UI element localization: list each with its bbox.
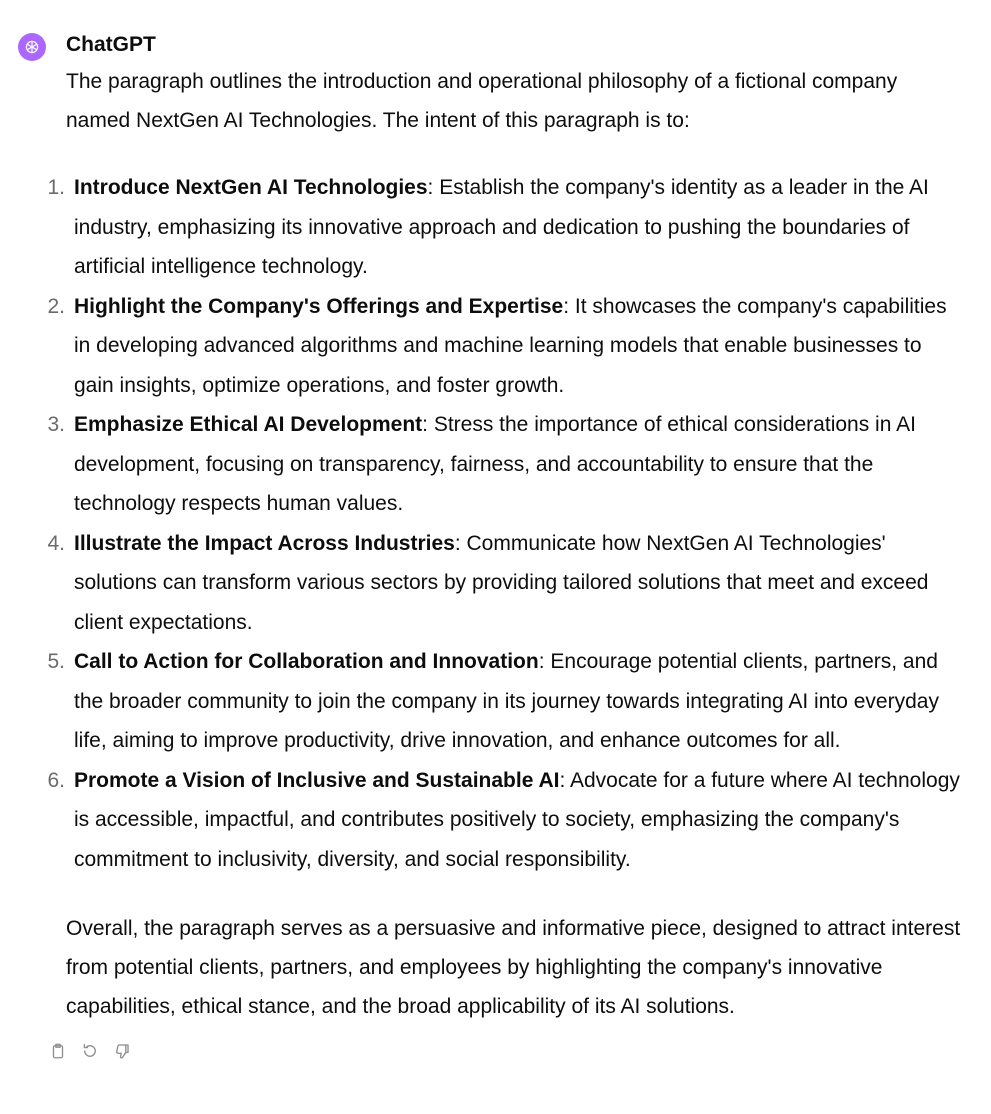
- author-name: ChatGPT: [66, 33, 156, 56]
- list-item: [47, 524, 966, 643]
- list-item-text: : Advocate for a future where AI technology is accessible, impactful, and contributes positively to society, emphasizing the company's commitment to inclusivity, diversity, and social responsibility.: [74, 768, 960, 871]
- summary-paragraph: Overall, the paragraph serves as a persuasive and informative piece, designed to attract interest from potential clients, partners, and employees by highlighting the company's innovative capabilities, ethical stance, and the broad applicability of its AI solutions.: [66, 917, 961, 1018]
- list-item: [47, 642, 966, 761]
- clipboard-icon: [49, 1042, 67, 1060]
- list-item: [47, 168, 966, 287]
- list-item-text: : It showcases the company's capabilities in developing advanced algorithms and machine learning models that enable businesses to gain insights, optimize operations, and foster growth.: [74, 294, 947, 397]
- list-item-heading: Introduce NextGen AI Technologies: [74, 176, 428, 199]
- list-item: [47, 405, 966, 524]
- list-number: 2.: [47, 294, 65, 318]
- list-item-heading: Promote a Vision of Inclusive and Sustainable AI: [74, 768, 560, 792]
- list-item-heading: Highlight the Company's Offerings and Expertise: [74, 294, 564, 318]
- list-number: 5.: [47, 650, 65, 673]
- list-item: [47, 761, 966, 880]
- list-number: 3.: [47, 413, 65, 436]
- list-item-text: : Communicate how NextGen AI Technologies' solutions can transform various sectors by providing tailored solutions that meet and exceed client expectations.: [74, 531, 929, 634]
- avatar: [18, 33, 46, 61]
- list-item-text: : Stress the importance of ethical considerations in AI development, focusing on transparency, fairness, and accountability to ensure that the technology respects human values.: [74, 413, 916, 515]
- list-item-heading: Emphasize Ethical AI Development: [74, 413, 423, 436]
- copy-button[interactable]: [48, 1041, 68, 1061]
- message-actions: [48, 1041, 132, 1061]
- list-number: 4.: [47, 531, 65, 555]
- thumbs-down-button[interactable]: [112, 1041, 132, 1061]
- regenerate-icon: [81, 1042, 99, 1060]
- list-item-heading: Illustrate the Impact Across Industries: [74, 531, 455, 555]
- message-content: [47, 32, 966, 1026]
- list-number: 1.: [47, 176, 65, 199]
- list-item: [47, 287, 966, 406]
- list-number: 6.: [47, 768, 65, 792]
- regenerate-button[interactable]: [80, 1041, 100, 1061]
- intent-list: [47, 168, 966, 879]
- list-item-text: : Establish the company's identity as a leader in the AI industry, emphasizing its innovative approach and dedication to pushing the boundaries of artificial intelligence technology.: [74, 176, 929, 278]
- intro-paragraph: The paragraph outlines the introduction and operational philosophy of a fictional company named NextGen AI Technologies. The intent of this paragraph is to:: [66, 70, 898, 132]
- list-item-text: : Encourage potential clients, partners, and the broader community to join the company in its journey towards integrating AI into everyday life, aiming to improve productivity, drive innovation, and enhance outcomes for all.: [74, 650, 939, 752]
- openai-logo-icon: [23, 38, 41, 56]
- list-item-heading: Call to Action for Collaboration and Innovation: [74, 650, 539, 673]
- thumbs-down-icon: [113, 1042, 131, 1060]
